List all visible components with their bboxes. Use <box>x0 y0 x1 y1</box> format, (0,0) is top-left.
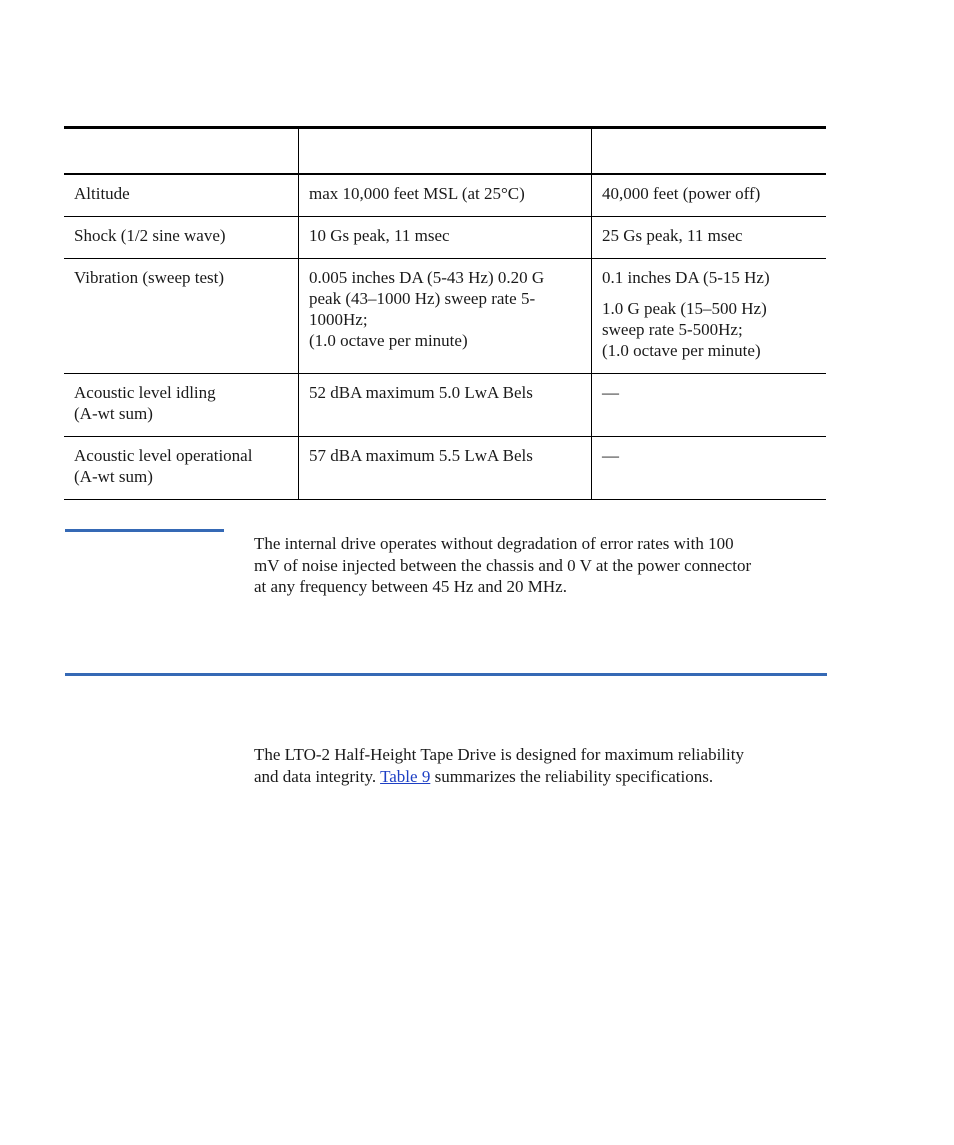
cell-parameter <box>64 259 299 374</box>
table-row <box>64 217 826 259</box>
noise-paragraph <box>254 533 826 598</box>
cell-text: sweep rate 5-500Hz; <box>602 320 743 339</box>
section-rule-long <box>65 673 827 676</box>
cell-text: Shock (1/2 sine wave) <box>74 226 226 245</box>
cell-text: 0.005 inches DA (5-43 Hz) 0.20 G <box>309 268 545 287</box>
cell-operating <box>299 217 592 259</box>
cell-text: 0.1 inches DA (5-15 Hz) <box>602 268 770 287</box>
cell-parameter <box>64 217 299 259</box>
cell-text: max 10,000 feet MSL (at 25°C) <box>309 184 525 203</box>
cell-parameter <box>64 174 299 217</box>
cell-parameter <box>64 374 299 437</box>
cell-non-operating <box>592 374 827 437</box>
cell-text: peak (43–1000 Hz) sweep rate 5- <box>309 289 536 308</box>
reliability-paragraph <box>254 744 826 787</box>
cell-text: 25 Gs peak, 11 msec <box>602 226 743 245</box>
cell-text: Acoustic level idling <box>74 383 216 402</box>
table-row <box>64 174 826 217</box>
paragraph-text: and data integrity. <box>254 766 381 786</box>
cell-non-operating <box>592 217 827 259</box>
environmental-spec-table <box>64 126 826 500</box>
cell-non-operating <box>592 259 827 374</box>
table-row <box>64 374 826 437</box>
cell-parameter <box>64 437 299 500</box>
cell-non-operating <box>592 174 827 217</box>
header-cell-operating <box>299 128 592 175</box>
cell-text: Altitude <box>74 184 130 203</box>
cell-text: (A-wt sum) <box>74 467 153 486</box>
header-cell-non-operating <box>592 128 827 175</box>
cell-operating <box>299 259 592 374</box>
cell-non-operating <box>592 437 827 500</box>
cell-text: 10 Gs peak, 11 msec <box>309 226 450 245</box>
cell-text: 1000Hz; <box>309 310 368 329</box>
paragraph-text: summarizes the reliability specifications. <box>430 766 714 786</box>
cell-text: (A-wt sum) <box>74 404 153 423</box>
cell-text: 40,000 feet (power off) <box>602 184 761 203</box>
cell-operating <box>299 437 592 500</box>
cell-text: — <box>602 446 619 465</box>
paragraph-line: The LTO-2 Half-Height Tape Drive is designed for maximum reliability <box>254 745 744 764</box>
cell-operating <box>299 174 592 217</box>
table-header-row <box>64 128 826 175</box>
cell-text: (1.0 octave per minute) <box>602 341 761 360</box>
cell-text: — <box>602 383 619 402</box>
paragraph-line: mV of noise injected between the chassis and 0 V at the power connector <box>254 555 752 575</box>
cell-text: 57 dBA maximum 5.5 LwA Bels <box>309 446 533 465</box>
cell-text: Vibration (sweep test) <box>74 268 225 287</box>
cell-operating <box>299 374 592 437</box>
table-row <box>64 259 826 374</box>
cell-text: (1.0 octave per minute) <box>309 331 468 350</box>
paragraph-line <box>254 766 826 788</box>
paragraph-line: at any frequency between 45 Hz and 20 MHz. <box>254 577 567 596</box>
paragraph-line: The internal drive operates without degradation of error rates with 100 <box>254 534 734 553</box>
cell-text: 52 dBA maximum 5.0 LwA Bels <box>309 383 533 402</box>
section-rule-short <box>65 529 224 532</box>
table-9-link[interactable]: Table 9 <box>380 766 431 786</box>
cell-text: 1.0 G peak (15–500 Hz) <box>602 299 767 318</box>
cell-text: Acoustic level operational <box>74 446 253 465</box>
header-cell-parameter <box>64 128 299 175</box>
table-row <box>64 437 826 500</box>
